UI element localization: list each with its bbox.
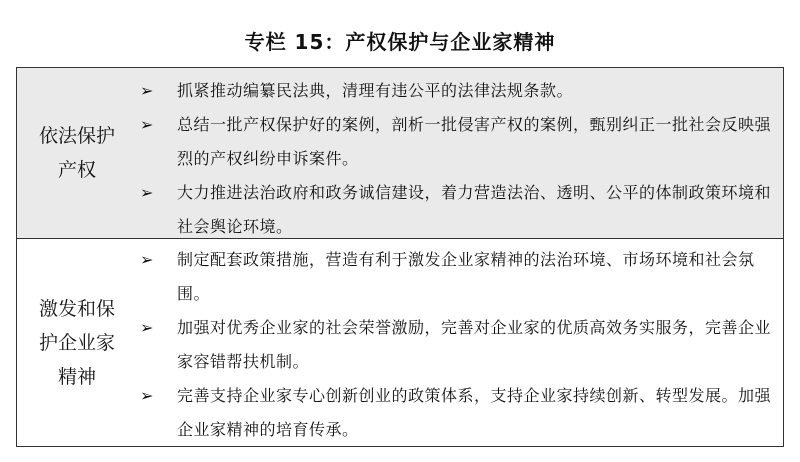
arrow-bullet-icon: ➢ — [140, 183, 154, 202]
arrow-bullet-icon: ➢ — [140, 386, 154, 405]
arrow-bullet-icon: ➢ — [140, 318, 154, 337]
list-item — [137, 243, 783, 311]
arrow-bullet-icon: ➢ — [140, 115, 154, 134]
row-items — [137, 74, 783, 244]
list-item — [137, 311, 783, 379]
list-item — [137, 74, 783, 108]
list-item-text: 大力推进法治政府和政务诚信建设，着力营造法治、透明、公平的体制政策环境和社会舆论环境。 — [177, 183, 772, 236]
column-box — [16, 67, 784, 447]
table-row-property-protection — [17, 68, 783, 239]
column-title: 专栏 15：产权保护与企业家精神 — [244, 30, 556, 54]
arrow-bullet-icon: ➢ — [140, 81, 154, 100]
row-label-line: 产权 — [57, 159, 96, 181]
table-row-entrepreneurship — [17, 239, 783, 446]
list-item-text: 完善支持企业家专心创新创业的政策体系，支持企业家持续创新、转型发展。加强企业家精神的培育传承。 — [177, 386, 772, 439]
list-item — [137, 108, 783, 176]
row-label — [17, 292, 137, 394]
list-item-text: 制定配套政策措施，营造有利于激发企业家精神的法治环境、市场环境和社会氛围。 — [177, 250, 755, 303]
list-item-text: 加强对优秀企业家的社会荣誉激励，完善对企业家的优质高效务实服务，完善企业家容错帮扶机制。 — [177, 318, 772, 371]
list-item-text: 总结一批产权保护好的案例，剖析一批侵害产权的案例，甄别纠正一批社会反映强烈的产权纠纷申诉案件。 — [177, 115, 772, 168]
arrow-bullet-icon: ➢ — [140, 250, 154, 269]
list-item — [137, 176, 783, 244]
row-label-line: 激发和保 — [38, 298, 115, 320]
list-item-text: 抓紧推动编纂民法典，清理有违公平的法律法规条款。 — [177, 81, 574, 100]
row-label-line: 精神 — [57, 366, 96, 388]
row-items — [137, 243, 783, 447]
row-label-line: 护企业家 — [38, 332, 115, 354]
row-label — [17, 119, 137, 187]
list-item — [137, 379, 783, 447]
row-label-line: 依法保护 — [38, 125, 115, 147]
